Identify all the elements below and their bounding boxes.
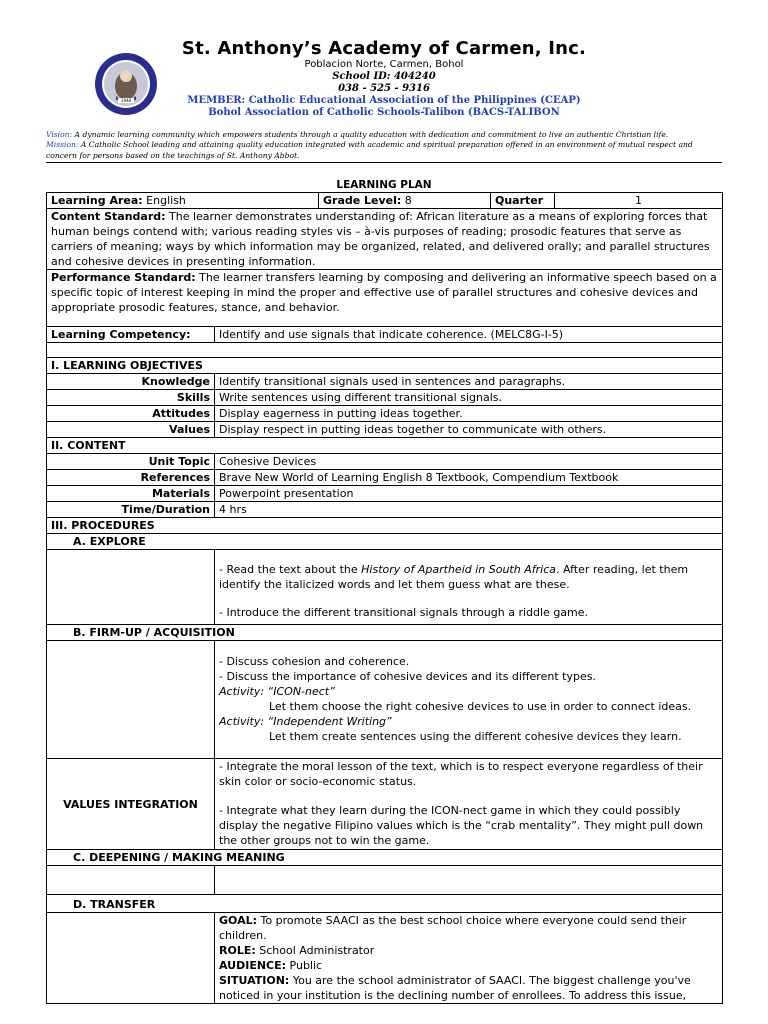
table-row	[47, 866, 723, 895]
content-label: Time/Duration	[47, 502, 215, 518]
learning-area-cell: Learning Area: English	[47, 193, 319, 209]
school-phone: 038 - 525 - 9316	[338, 83, 430, 94]
explore-label-cell	[47, 550, 215, 625]
transfer-label-cell	[47, 913, 215, 1004]
grasps-goal: GOAL: To promote SAACI as the best school choice where everyone could send their children.	[219, 914, 687, 942]
firmup-activity-title: Activity: “ICON-nect”	[219, 685, 335, 698]
table-row	[47, 486, 723, 502]
grasps-audience: AUDIENCE: Public	[219, 959, 323, 972]
svg-text:1948: 1948	[120, 98, 132, 103]
firmup-item: - Discuss cohesion and coherence.	[219, 655, 410, 668]
content-label: Unit Topic	[47, 454, 215, 470]
vision-label: Vision:	[46, 130, 73, 139]
table-row	[47, 759, 723, 850]
table-row	[47, 550, 723, 625]
competency-label: Learning Competency:	[47, 327, 215, 343]
transfer-heading: D. TRANSFER	[47, 895, 723, 913]
content-label: Materials	[47, 486, 215, 502]
deepening-heading: C. DEEPENING / MAKING MEANING	[47, 850, 723, 866]
table-row	[47, 193, 723, 209]
table-row	[47, 641, 723, 759]
objective-label: Knowledge	[47, 374, 215, 390]
firmup-activity-title: Activity: “Independent Writing”	[219, 715, 392, 728]
content-value: Brave New World of Learning English 8 Textbook, Compendium Textbook	[215, 470, 723, 486]
table-row	[47, 374, 723, 390]
table-row	[47, 358, 723, 374]
content-value: Powerpoint presentation	[215, 486, 723, 502]
table-row	[47, 850, 723, 866]
firmup-label-cell	[47, 641, 215, 759]
table-row	[47, 209, 723, 270]
spacer-row	[47, 343, 723, 358]
values-integration-label: VALUES INTEGRATION	[47, 759, 215, 850]
header-divider	[46, 162, 722, 163]
firmup-activities	[215, 641, 723, 759]
bacs-membership: Bohol Association of Catholic Schools-Talibon (BACS-TALIBON	[208, 107, 560, 118]
content-value: Cohesive Devices	[215, 454, 723, 470]
letterhead	[0, 0, 768, 170]
explore-item: - Introduce the different transitional signals through a riddle game.	[219, 606, 589, 619]
deepening-content	[215, 866, 723, 895]
content-standard-cell: Content Standard: The learner demonstrates understanding of: African literature as a means of exploring forces that human beings contend with; various reading styles vis – à-vis purposes of reading; prosodic features that serve as carriers of meaning; ways by which information may be organized, related, and delivered orally; and parallel structures and cohesive devices in presenting information.	[47, 209, 723, 270]
objective-value: Write sentences using different transitional signals.	[215, 390, 723, 406]
values-integration-item: - Integrate the moral lesson of the text, which is to respect everyone regardless of their skin color or socio-economic status.	[219, 760, 703, 788]
table-row	[47, 406, 723, 422]
vision-text: A dynamic learning community which empowers students through a quality education with dedication and commitment to live an authentic Christian life.	[72, 130, 669, 139]
quarter-label: Quarter	[491, 193, 555, 209]
table-row	[47, 422, 723, 438]
table-row	[47, 470, 723, 486]
table-row	[47, 625, 723, 641]
firmup-activity-desc: Let them create sentences using the different cohesive devices they learn.	[269, 730, 682, 743]
grasps-situation: SITUATION: You are the school administrator of SAACI. The biggest challenge you've noticed in your institution is the declining number of enrollees. To address this issue,	[219, 974, 691, 1002]
school-address: Poblacion Norte, Carmen, Bohol	[304, 59, 464, 70]
performance-standard-cell: Performance Standard: The learner transfers learning by composing and delivering an informative speech based on a specific topic of interest keeping in mind the proper and effective use of parallel structures and cohesive devices and appropriate prosodic features, stance, and behavior.	[47, 270, 723, 327]
table-row	[47, 438, 723, 454]
mission-statement	[46, 140, 726, 161]
objective-value: Display eagerness in putting ideas together.	[215, 406, 723, 422]
explore-item: - Read the text about the History of Apartheid in South Africa. After reading, let them identify the italicized words and let them guess what are these.	[219, 563, 689, 591]
firmup-item: - Discuss the importance of cohesive devices and its different types.	[219, 670, 596, 683]
content-value: 4 hrs	[215, 502, 723, 518]
firmup-heading: B. FIRM-UP / ACQUISITION	[47, 625, 723, 641]
quarter-value: 1	[555, 193, 723, 209]
table-row	[47, 390, 723, 406]
mission-text: A Catholic School leading and attaining quality education integrated with academic and spiritual preparation offered in an environment of mutual respect and concern for persons based on the teachings of St. Anthony Abbot.	[46, 140, 693, 160]
objective-label: Skills	[47, 390, 215, 406]
values-integration-item: - Integrate what they learn during the ICON-nect game in which they could possibly display the negative Filipino values which is the “crab mentality”. They might pull down the other groups not to win the game.	[219, 804, 704, 847]
ceap-membership: MEMBER: Catholic Educational Association of the Philippines (CEAP)	[187, 95, 581, 106]
competency-value: Identify and use signals that indicate coherence. (MELC8G-I-5)	[215, 327, 723, 343]
explore-activities	[215, 550, 723, 625]
deepening-label-cell	[47, 866, 215, 895]
objectives-heading: I. LEARNING OBJECTIVES	[47, 358, 723, 374]
mission-label: Mission:	[46, 140, 79, 149]
transfer-grasps	[215, 913, 723, 1004]
school-name: St. Anthony’s Academy of Carmen, Inc.	[181, 38, 587, 59]
table-row	[47, 270, 723, 327]
table-row	[47, 534, 723, 550]
table-row	[47, 913, 723, 1004]
school-id: School ID: 404240	[332, 71, 436, 82]
table-row	[47, 343, 723, 358]
content-heading: II. CONTENT	[47, 438, 723, 454]
objective-value: Display respect in putting ideas together to communicate with others.	[215, 422, 723, 438]
explore-heading: A. EXPLORE	[47, 534, 723, 550]
table-row	[47, 895, 723, 913]
learning-plan-table	[46, 192, 723, 1004]
table-row	[47, 327, 723, 343]
table-row	[47, 454, 723, 470]
document-title: LEARNING PLAN	[336, 179, 432, 191]
table-row	[47, 502, 723, 518]
objective-label: Values	[47, 422, 215, 438]
grasps-role: ROLE: School Administrator	[219, 944, 375, 957]
vision-statement	[46, 130, 726, 141]
objective-value: Identify transitional signals used in sentences and paragraphs.	[215, 374, 723, 390]
procedures-heading: III. PROCEDURES	[47, 518, 723, 534]
grade-level-cell: Grade Level: 8	[319, 193, 491, 209]
firmup-activity-desc: Let them choose the right cohesive devices to use in order to connect ideas.	[269, 700, 692, 713]
content-label: References	[47, 470, 215, 486]
values-integration-content	[215, 759, 723, 850]
table-row	[47, 518, 723, 534]
objective-label: Attitudes	[47, 406, 215, 422]
